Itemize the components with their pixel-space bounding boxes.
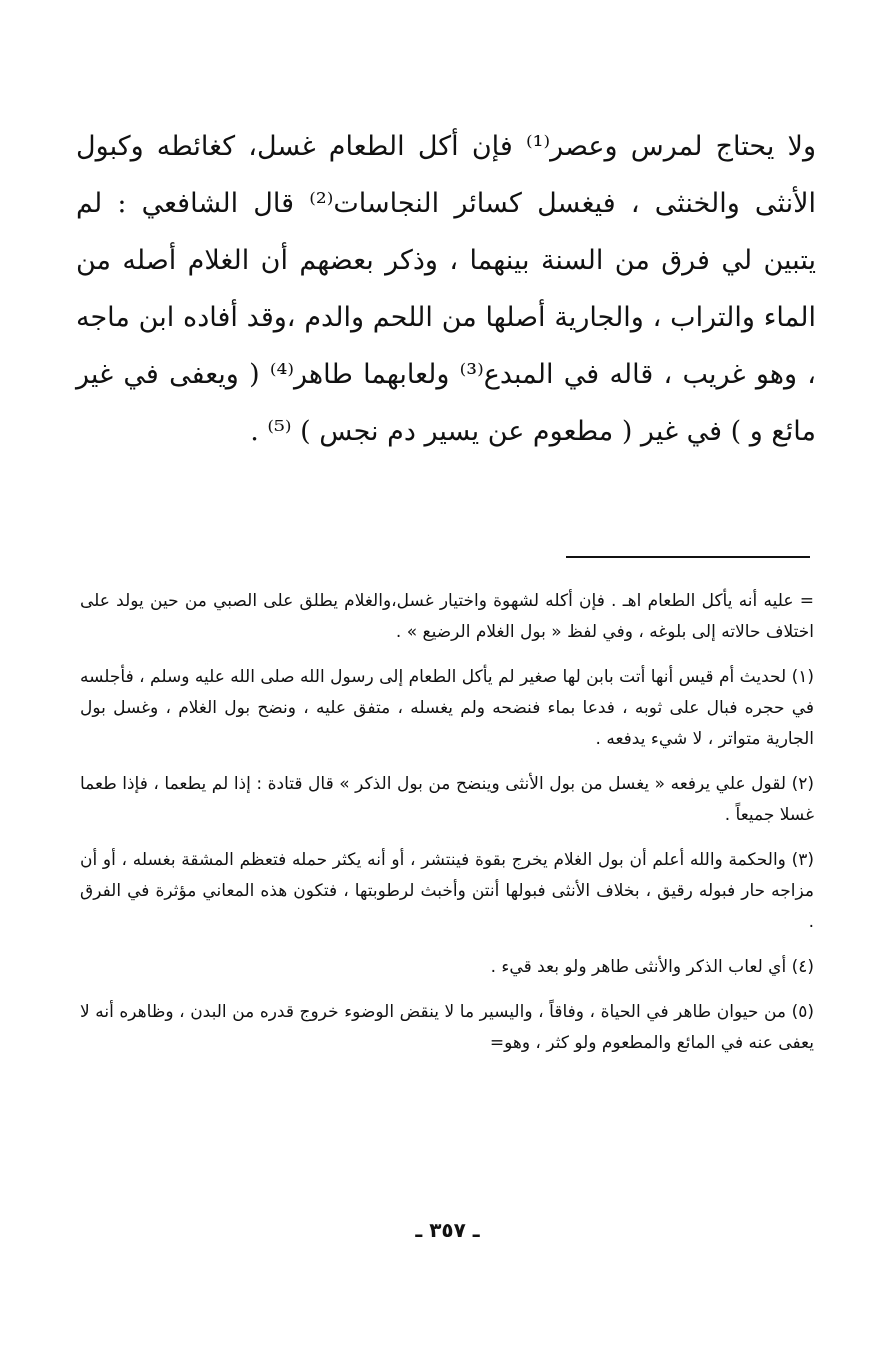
footnote-continuation: = عليه أنه يأكل الطعام اهـ . فإن أكله لشهوة واختيار غسل،والغلام يطلق على الصبي من حين يولد على اختلاف حالاته إلى بلوغه ، وفي لفظ « بول الغلام الرضيع » . [80, 591, 814, 642]
footnote-5: (٥) من حيوان طاهر في الحياة ، وفاقاً ، واليسير ما لا ينقض الوضوء خروج قدره من البدن ، وظاهره أنه لا يعفى عنه في المائع والمطعوم ولو كثر ، وهو= [80, 1002, 814, 1053]
footnote-2: (٢) لقول علي يرفعه « يغسل من بول الأنثى وينضح من بول الذكر » قال قتادة : إذا لم يطعما ، فإذا طعما غسلا جميعاً . [80, 774, 814, 825]
footnote-4: (٤) أي لعاب الذكر والأنثى طاهر ولو بعد قيء . [490, 957, 814, 977]
footnote-3: (٣) والحكمة والله أعلم أن بول الغلام يخرج بقوة فينتشر ، أو أنه يكثر حمله فتعظم المشقة بغسله ، أو أن مزاجه حار فبوله رقيق ، بخلاف الأنثى فبولها أنتن وأخبث لرطوبتها ، فتكون هذه المعاني مؤثرة في الفرق . [80, 850, 814, 932]
page-number: ـ ٣٥٧ ـ [415, 1218, 480, 1242]
main-text-block [76, 118, 816, 460]
main-paragraph: ولا يحتاج لمرس وعصر⁽¹⁾ فإن أكل الطعام غسل، كغائطه وكبول الأنثى والخنثى ، فيغسل كسائر النجاسات⁽²⁾ قال الشافعي : لم يتبين لي فرق من السنة بينهما ، وذكر بعضهم أن الغلام أصله من الماء والتراب ، والجارية أصلها من اللحم والدم ،وقد أفاده ابن ماجه ، وهو غريب ، قاله في المبدع⁽³⁾ ولعابهما طاهر⁽⁴⁾ ( ويعفى في غير مائع و ) في غير ( مطعوم عن يسير دم نجس ) ⁽⁵⁾ . [76, 131, 817, 447]
footnote-1: (١) لحديث أم قيس أنها أتت بابن لها صغير لم يأكل الطعام إلى رسول الله صلى الله عليه وسلم ، فأجلسه في حجره فبال على ثوبه ، فدعا بماء فنضحه ولم يغسله ، متفق عليه ، ونضح بول الغلام ، وغسل بول الجارية متواتر ، لا شيء يدفعه . [80, 667, 814, 749]
footnotes-section [80, 586, 814, 1059]
footnote-separator [566, 556, 810, 558]
